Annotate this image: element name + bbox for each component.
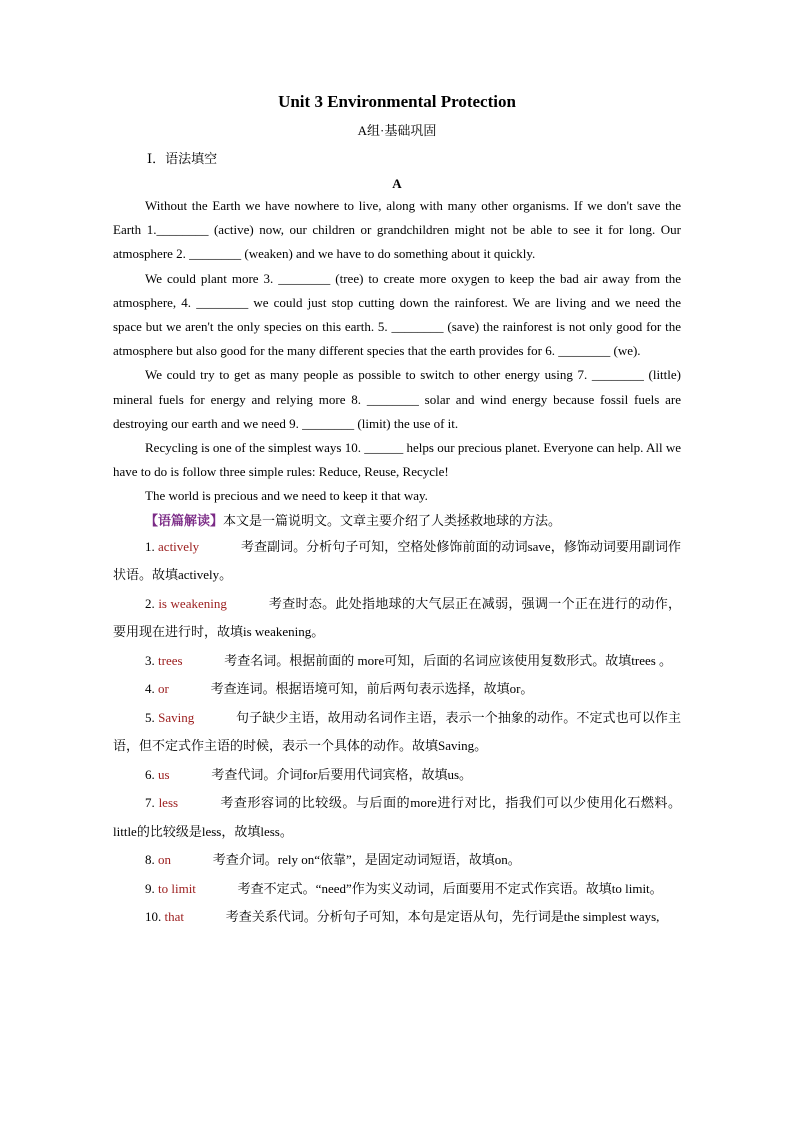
answer-key: on [158,852,171,868]
answer-item [113,846,681,875]
answer-item [113,533,681,590]
answer-number: 6. [145,766,155,782]
page-subtitle: A组·基础巩固 [357,123,437,138]
answer-explanation: 考查不定式。“need”作为实义动词，后面要用不定式作宾语。故填to limit。 [237,880,663,896]
page-title: Unit 3 Environmental Protection [278,92,516,111]
answer-explanation: 考查时态。此处指地球的大气层正在减弱，强调一个正在进行的动作，要用现在进行时，故填is weakening。 [113,595,682,640]
answer-key: less [158,795,179,811]
section-heading: Ⅰ．语法填空 [147,151,218,166]
passage-label: A [392,176,402,191]
answer-explanation: 句子缺少主语，故用动名词作主语，表示一个抽象的动作。不定式也可以作主语，但不定式作主语的时候，表示一个具体的动作。故填Saving。 [113,709,681,754]
answer-key: that [164,909,184,925]
paragraph: Without the Earth we have nowhere to live, along with many other organisms. If we don't save the Earth 1.________ (active) now, our children or grandchildren might not be able to see it for long. Our atmosphere 2. ________ (weaken) and we have to do something about it quickly. [113,198,681,262]
answer-number: 2. [145,595,155,611]
answer-explanation: 考查名词。根据前面的 more可知，后面的名词应该使用复数形式。故填trees 。 [224,652,673,668]
answer-number: 10. [145,909,162,925]
answer-number: 5. [145,709,155,725]
answer-number: 1. [145,538,155,554]
answer-explanation: 考查代词。介词for后要用代词宾格，故填us。 [211,766,473,782]
answer-explanation: 考查关系代词。分析句子可知，本句是定语从句，先行词是the simplest ways, [225,909,660,925]
answer-list [113,533,681,932]
answer-key: is weakening [158,595,227,611]
analysis-tag: 【语篇解读】 [145,512,224,528]
answer-item [113,903,681,932]
answer-item [113,704,681,761]
answer-key: to limit [158,880,196,896]
paragraph: We could plant more 3. ________ (tree) to create more oxygen to keep the bad air away from the atmosphere, 4. ________ we could just stop cutting down the rainforest. We are living and we need the space but we aren't the only species on this earth. 5. ________ (save) the rainforest is not only good for the atmosphere but also good for the many different species that the earth provides for 6. ________ (we). [113,270,681,359]
answer-item [113,675,681,704]
answer-number: 8. [145,852,155,868]
answer-explanation: 考查形容词的比较级。与后面的more进行对比，指我们可以少使用化石燃料。little的比较级是less，故填less。 [113,795,681,839]
analysis-note [113,509,681,533]
answer-number: 3. [145,652,155,668]
answer-key: actively [158,538,200,554]
paragraph: The world is precious and we need to keep it that way. [145,488,428,504]
document-page [113,92,681,932]
answer-item [113,590,681,647]
answer-item [113,761,681,790]
passage [113,194,681,509]
answer-explanation: 考查副词。分析句子可知，空格处修饰前面的动词save，修饰动词要用副词作状语。故填actively。 [113,538,681,583]
paragraph: We could try to get as many people as possible to switch to other energy using 7. ________ (little) mineral fuels for energy and relying more 8. ________ solar and wind energy because fossil fuels are destroying our earth and we need 9. ________ (limit) the use of it. [113,367,681,431]
answer-number: 4. [145,681,155,697]
analysis-text: 本文是一篇说明文。文章主要介绍了人类拯救地球的方法。 [223,512,562,528]
answer-key: Saving [158,709,195,725]
answer-item [113,875,681,904]
answer-key: or [158,681,169,697]
answer-number: 7. [145,795,155,811]
answer-explanation: 考查连词。根据语境可知，前后两句表示选择，故填or。 [210,681,534,697]
paragraph: Recycling is one of the simplest ways 10. ______ helps our precious planet. Everyone can help. All we have to do is follow three simple rules: Reduce, Reuse, Recycle! [113,440,681,480]
answer-item [113,789,681,846]
answer-explanation: 考查介词。rely on“依靠”，是固定动词短语，故填on。 [212,852,521,868]
answer-key: trees [158,652,183,668]
answer-item [113,647,681,676]
answer-key: us [158,766,170,782]
answer-number: 9. [145,880,155,896]
